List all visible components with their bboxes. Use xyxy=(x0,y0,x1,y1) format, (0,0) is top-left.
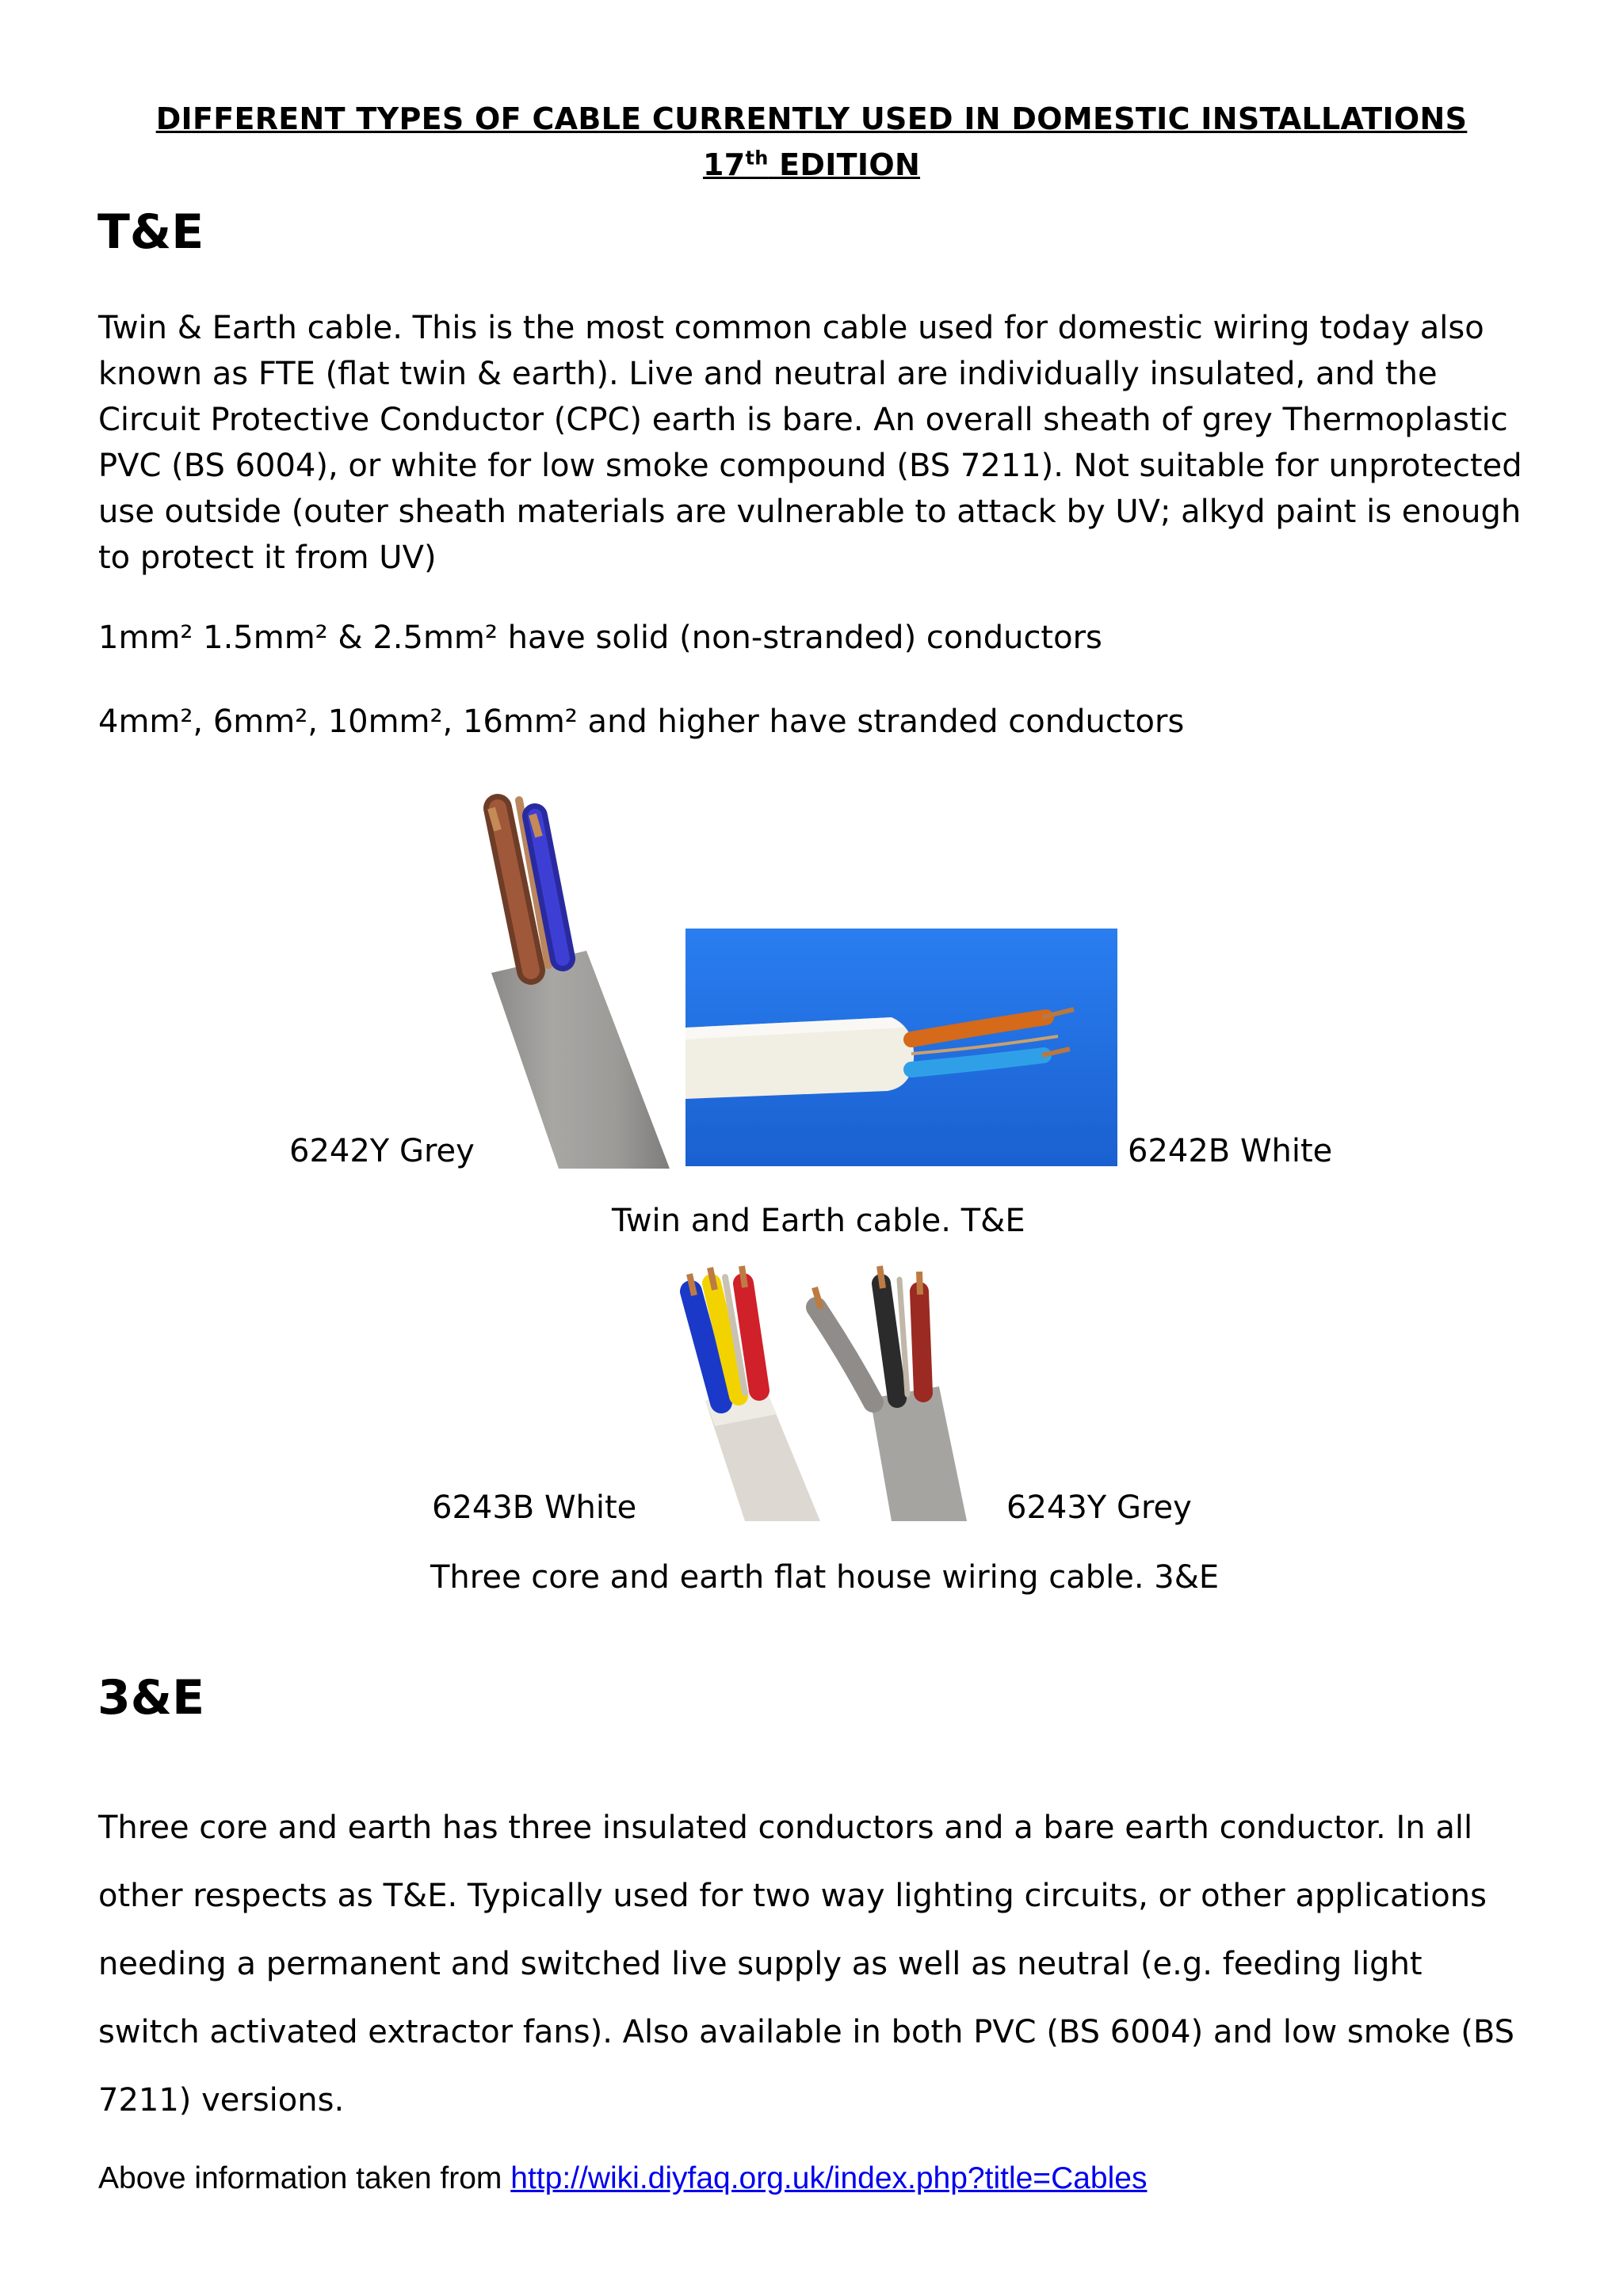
figure-label-6243b: 6243B White xyxy=(432,1489,637,1526)
document-title-line2 xyxy=(0,147,1623,182)
three-core-earth-cables-photo xyxy=(666,1260,975,1521)
document-title-line1: DIFFERENT TYPES OF CABLE CURRENTLY USED IN DOMESTIC INSTALLATIONS xyxy=(155,101,1468,136)
figure-label-6242b: 6242B White xyxy=(1128,1133,1333,1169)
te-description-paragraph: Twin & Earth cable. This is the most common cable used for domestic wiring today also known as FTE (flat twin & earth). Live and neutral are individually insulated, and the Circuit Protective Conductor (CPC) earth is bare. An overall sheath of grey Thermoplastic PVC (BS 6004), or white for low smoke compound (BS 7211). Not suitable for unprotected use outside (outer sheath materials are vulnerable to attack by UV; alkyd paint is enough to protect it from UV) xyxy=(98,310,1522,576)
figure-caption-3e: Three core and earth flat house wiring cable. 3&E xyxy=(430,1559,1220,1596)
edition-label: EDITION xyxy=(768,147,921,182)
source-prefix: Above information taken from xyxy=(98,2161,511,2195)
three-core-description-paragraph: Three core and earth has three insulated conductors and a bare earth conductor. In all other respects as T&E. Typically used for two way lighting circuits, or other applications needing a permanent and switched live supply as well as neutral (e.g. feeding light switch activated extractor fans). Also available in both PVC (BS 6004) and low smoke (BS 7211) versions. xyxy=(98,1810,1514,2119)
white-twin-earth-cable-photo xyxy=(685,929,1117,1166)
figure-label-6243y: 6243Y Grey xyxy=(1006,1489,1192,1526)
section-heading-te: T&E xyxy=(97,204,204,260)
figure-caption-te: Twin and Earth cable. T&E xyxy=(612,1203,1025,1239)
grey-twin-earth-cable-photo xyxy=(460,792,674,1169)
edition-number: 17 xyxy=(702,147,746,182)
section-heading-3e: 3&E xyxy=(97,1670,205,1726)
solid-conductors-line: 1mm² 1.5mm² & 2.5mm² have solid (non-stranded) conductors xyxy=(98,620,1102,656)
figure-label-6242y: 6242Y Grey xyxy=(289,1133,475,1169)
edition-superscript: th xyxy=(745,147,769,170)
source-attribution xyxy=(98,2161,1147,2196)
source-link[interactable]: http://wiki.diyfaq.org.uk/index.php?title=Cables xyxy=(510,2161,1148,2195)
stranded-conductors-line: 4mm², 6mm², 10mm², 16mm² and higher have stranded conductors xyxy=(98,704,1185,740)
